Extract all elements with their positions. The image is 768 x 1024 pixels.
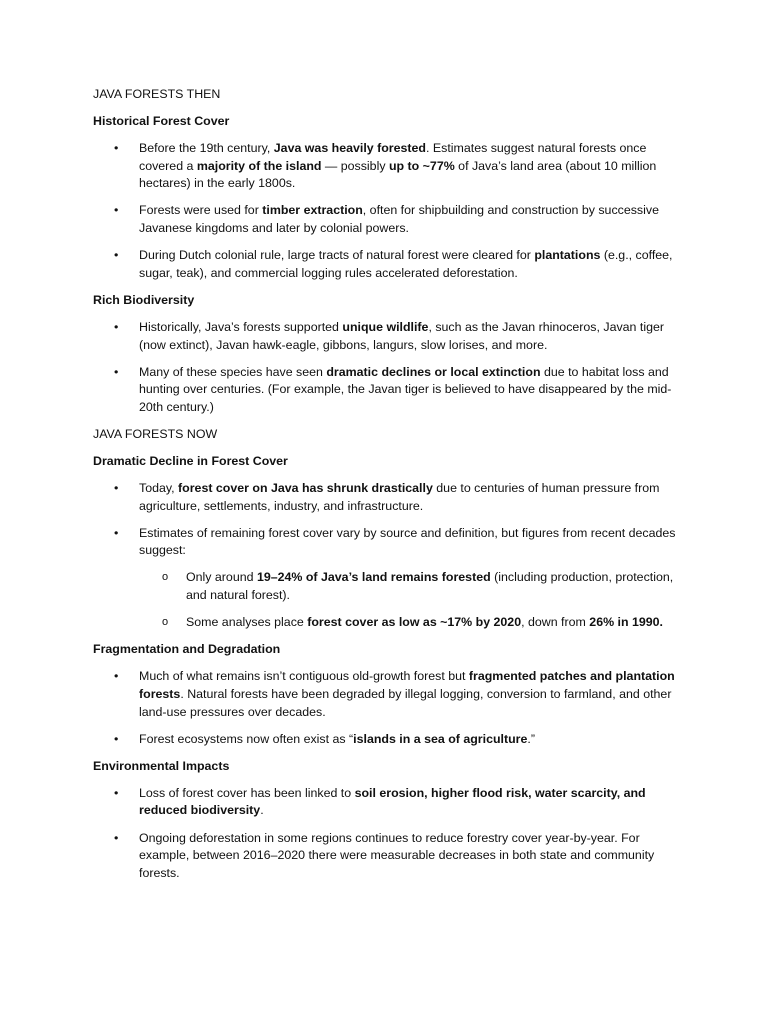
list-historical (93, 140, 683, 282)
list-item: • Many of these species have seen dramatic declines or local extinction due to habitat loss and hunting over centuries. (For example, the Javan tiger is believed to have disappeared by the mid-20th century.) (93, 364, 683, 417)
list-biodiversity (93, 319, 683, 416)
list-item: • Forests were used for timber extraction, often for shipbuilding and construction by successive Javanese kingdoms and later by colonial powers. (93, 202, 683, 237)
section-title-then: JAVA FORESTS THEN (93, 87, 221, 101)
list-fragmentation (93, 668, 683, 748)
list-item: o Only around 19–24% of Java’s land remains forested (including production, protection, and natural forest). (93, 569, 683, 604)
list-item: • Forest ecosystems now often exist as “islands in a sea of agriculture.” (93, 731, 683, 749)
list-item: o Some analyses place forest cover as low as ~17% by 2020, down from 26% in 1990. (93, 614, 683, 632)
list-item: • During Dutch colonial rule, large tracts of natural forest were cleared for plantations (e.g., coffee, sugar, teak), and commercial logging rules accelerated deforestation. (93, 247, 683, 282)
heading-environmental-impacts: Environmental Impacts (93, 758, 230, 773)
heading-historical-forest-cover: Historical Forest Cover (93, 114, 230, 129)
list-item: • Estimates of remaining forest cover vary by source and definition, but figures from recent decades suggest: (93, 525, 683, 560)
heading-rich-biodiversity: Rich Biodiversity (93, 292, 195, 307)
heading-dramatic-decline: Dramatic Decline in Forest Cover (93, 454, 288, 468)
list-item: • Much of what remains isn’t contiguous old-growth forest but fragmented patches and plantation forests. Natural forests have been degraded by illegal logging, conversion to farmland, and other land-use pressures over decades. (93, 668, 683, 721)
list-item: • Before the 19th century, Java was heavily forested. Estimates suggest natural forests once covered a majority of the island — possibly up to ~77% of Java’s land area (about 10 million hectares) in the early 1800s. (93, 140, 683, 193)
list-item: • Loss of forest cover has been linked to soil erosion, higher flood risk, water scarcity, and reduced biodiversity. (93, 785, 683, 820)
section-title-now: JAVA FORESTS NOW (93, 426, 218, 441)
list-item: • Historically, Java’s forests supported unique wildlife, such as the Javan rhinoceros, Javan tiger (now extinct), Javan hawk-eagle, gibbons, langurs, slow lorises, and more. (93, 319, 683, 354)
list-item: • Ongoing deforestation in some regions continues to reduce forestry cover year-by-year. For example, between 2016–2020 there were measurable decreases in both state and community forests. (93, 830, 683, 883)
sublist-decline (93, 569, 683, 631)
list-environment (93, 785, 683, 882)
list-item: • Today, forest cover on Java has shrunk drastically due to centuries of human pressure from agriculture, settlements, industry, and infrastructure. (93, 480, 683, 515)
list-decline (93, 480, 683, 560)
document-page (93, 86, 683, 892)
heading-fragmentation: Fragmentation and Degradation (93, 642, 281, 657)
